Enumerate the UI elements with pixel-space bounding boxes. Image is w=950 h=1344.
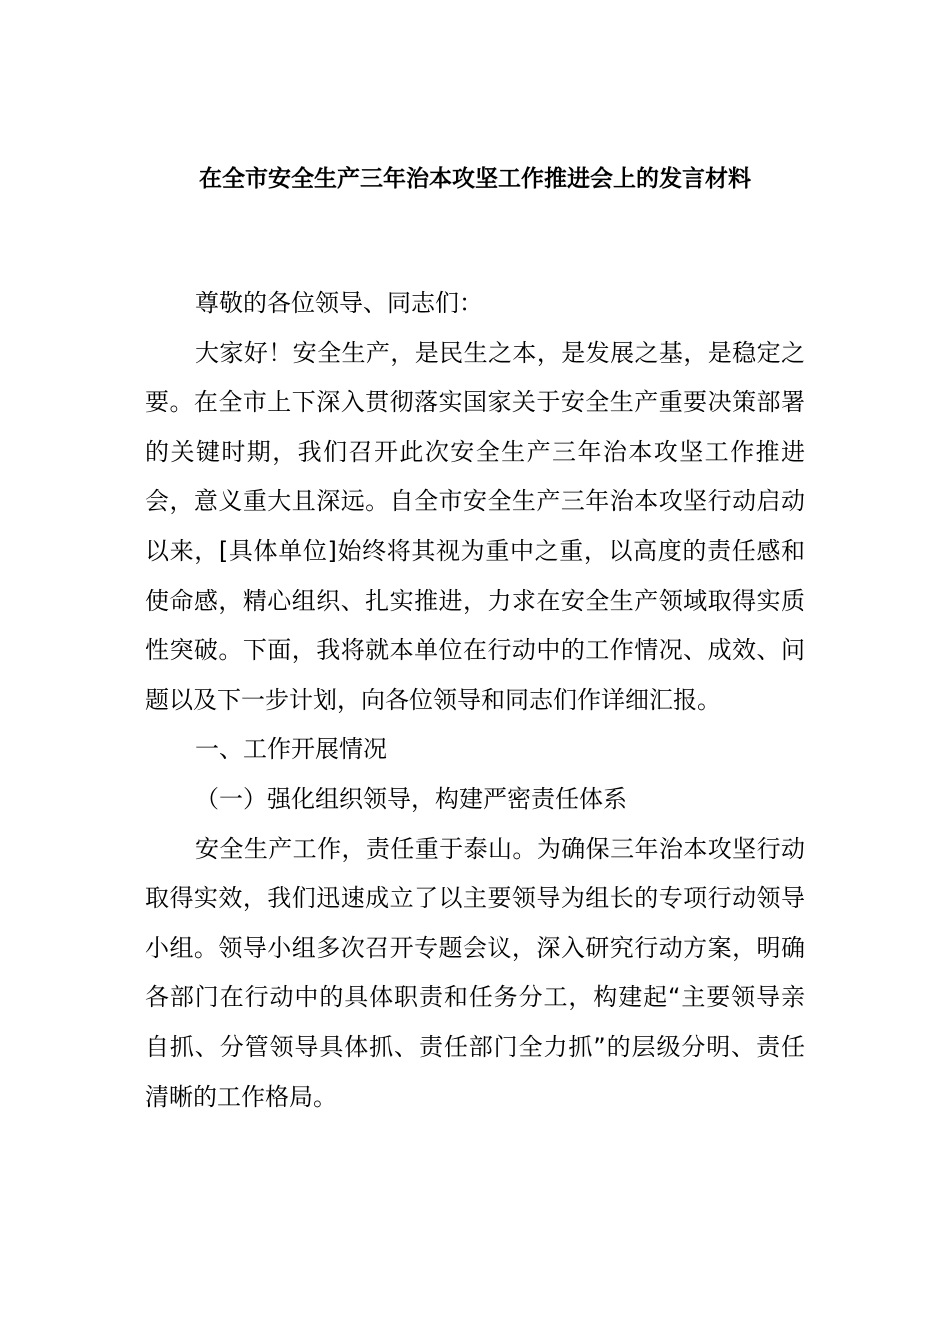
subsection-heading: （一）强化组织领导，构建严密责任体系 (195, 784, 627, 813)
section-heading: 一、工作开展情况 (195, 735, 387, 764)
paragraph-intro: 大家好！安全生产，是民生之本，是发展之基，是稳定之要。在全市上下深入贯彻落实国家关于安全生产重要决策部署的关键时期，我们召开此次安全生产三年治本攻坚工作推进会，意义重大且深远。自全市安全生产三年治本攻坚行动启动以来，[具体单位]始终将其视为重中之重，以高度的责任感和使命感，精心组织、扎实推进，力求在安全生产领域取得实质性突破。下面，我将就本单位在行动中的工作情况、成效、问题以及下一步计划，向各位领导和同志们作详细汇报。 (145, 338, 805, 714)
salutation: 尊敬的各位领导、同志们： (195, 289, 483, 317)
paragraph-body: 安全生产工作，责任重于泰山。为确保三年治本攻坚行动取得实效，我们迅速成立了以主要领导为组长的专项行动领导小组。领导小组多次召开专题会议，深入研究行动方案，明确各部门在行动中的具体职责和任务分工，构建起“主要领导亲自抓、分管领导具体抓、责任部门全力抓”的层级分明、责任清晰的工作格局。 (145, 834, 805, 1111)
document-body (145, 279, 805, 1122)
document-title: 在全市安全生产三年治本攻坚工作推进会上的发言材料 (199, 166, 751, 192)
